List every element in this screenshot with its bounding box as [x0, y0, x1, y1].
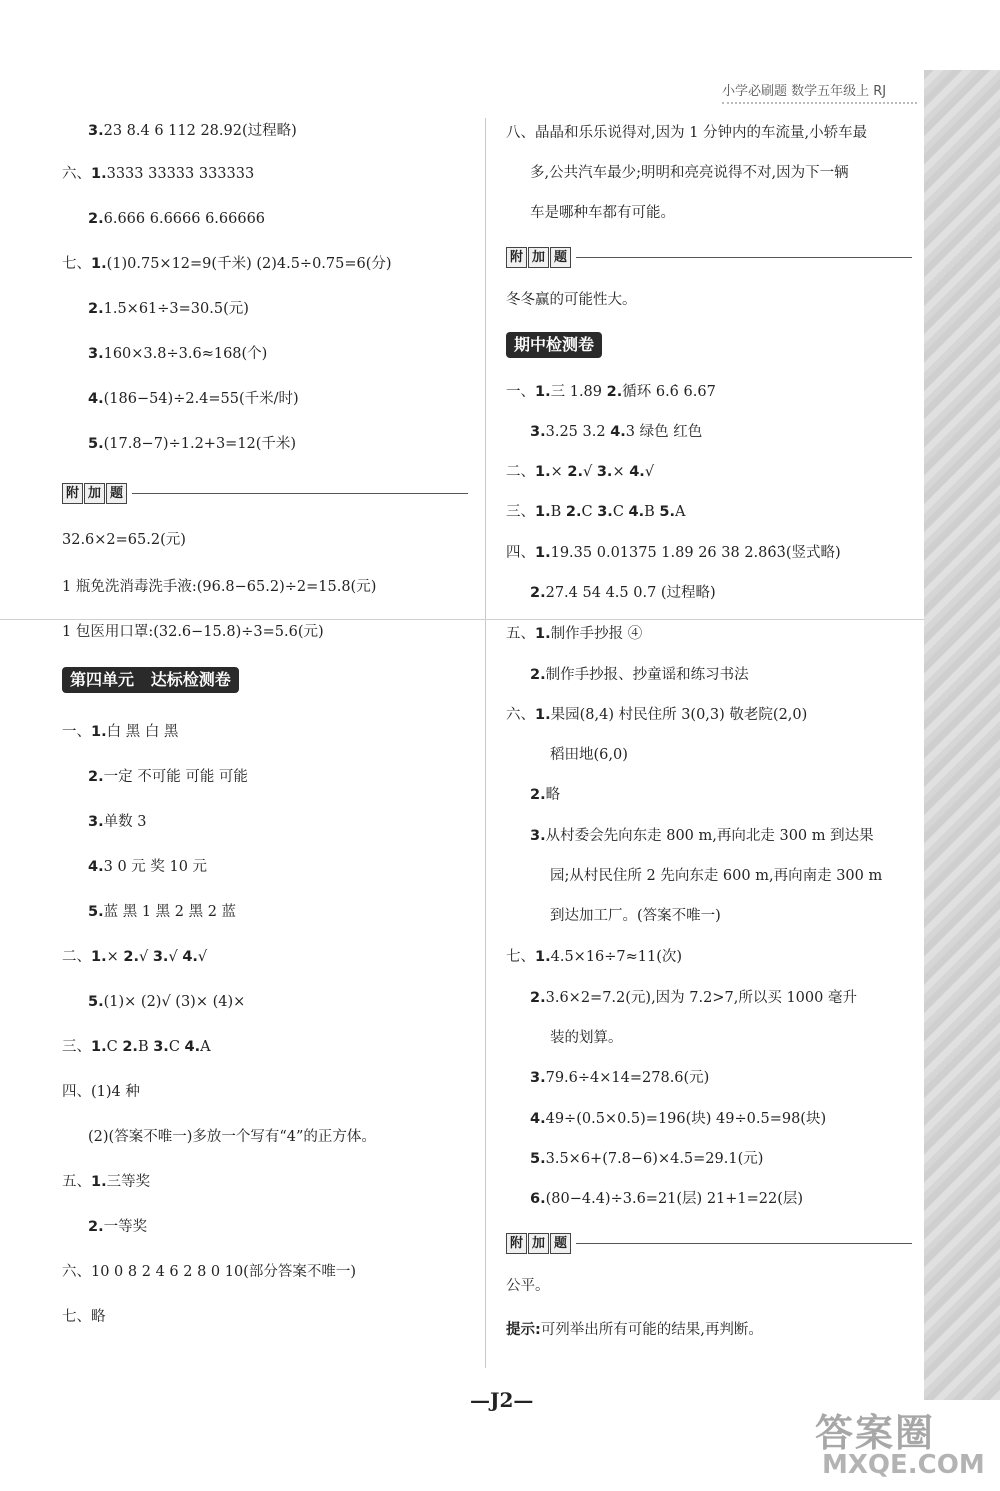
answer-line: 2.一定 不可能 可能 可能 [88, 769, 248, 785]
answer-line: 四、1.19.35 0.01375 1.89 26 38 2.86̇3̇(竖式略) [506, 545, 841, 561]
bonus-question-header: 附 加 题 [506, 246, 912, 268]
answer-line: 装的划算。 [550, 1030, 623, 1046]
answer-line: 二、1.× 2.√ 3.× 4.√ [506, 464, 655, 480]
bonus-question-header: 附 加 题 [62, 482, 468, 504]
answer-line: 公平。 [506, 1278, 550, 1294]
side-decoration-strip [924, 70, 1000, 1400]
section-title: 期中检测卷 [506, 332, 602, 358]
answer-line: 六、1.3333 33333 333333 [62, 166, 255, 182]
answer-line: 三、1.C 2.B 3.C 4.A [62, 1039, 211, 1055]
answer-line: 2.27.4 54 4.5 0.7 (过程略) [530, 585, 716, 601]
hint-line: 提示:可列举出所有可能的结果,再判断。 [506, 1322, 763, 1338]
column-divider [485, 118, 486, 1368]
answer-line: 一、1.白 黑 白 黑 [62, 724, 179, 740]
answer-line: 1 瓶免洗消毒洗手液:(96.8−65.2)÷2=15.8(元) [62, 579, 377, 595]
answer-line: 六、1.果园(8,4) 村民住所 3(0,3) 敬老院(2,0) [506, 707, 808, 723]
answer-line: 三、1.B 2.C 3.C 4.B 5.A [506, 504, 686, 520]
answer-line: 八、晶晶和乐乐说得对,因为 1 分钟内的车流量,小轿车最 [506, 125, 868, 141]
answer-line: 3.160×3.8÷3.6≈168(个) [88, 346, 268, 362]
answer-line: 3.79.6÷4×14=278.6(元) [530, 1070, 710, 1086]
answer-line: 园;从村民住所 2 先向东走 600 m,再向南走 300 m [550, 868, 883, 884]
answer-line: 七、1.(1)0.75×12=9(千米) (2)4.5÷0.75=6(分) [62, 256, 392, 272]
answer-line: 到达加工厂。(答案不唯一) [550, 908, 721, 924]
answer-line: 车是哪种车都有可能。 [530, 205, 675, 221]
answer-line: 一、1.三 1.89 2.循环 6.6̇ 6.67 [506, 384, 716, 400]
answer-line: 五、1.三等奖 [62, 1174, 151, 1190]
answer-line: 3.23 8.4 6 112 28.92(过程略) [88, 123, 297, 139]
answer-line: 3.3.25 3.2 4.3 绿色 红色 [530, 424, 703, 440]
page-header: 小学必刷题 数学五年级上 RJ [722, 84, 887, 99]
answer-line: 冬冬赢的可能性大。 [506, 292, 637, 308]
answer-line: 稻田地(6,0) [550, 747, 628, 763]
answer-line: 5.(1)× (2)√ (3)× (4)× [88, 994, 246, 1010]
header-divider [722, 102, 917, 104]
page-number: —J2— [470, 1388, 534, 1412]
answer-line: 4.49÷(0.5×0.5)=196(块) 49÷0.5=98(块) [530, 1111, 827, 1127]
watermark-logo: 答案圈 [815, 1411, 936, 1455]
answer-line: 2.1.5×61÷3=30.5(元) [88, 301, 249, 317]
answer-line: 2.3.6×2=7.2(元),因为 7.2>7,所以买 1000 毫升 [530, 990, 857, 1006]
answer-line: 二、1.× 2.√ 3.√ 4.√ [62, 949, 208, 965]
answer-line: 2.略 [530, 787, 561, 803]
answer-line: 5.3.5×6+(7.8−6)×4.5=29.1(元) [530, 1151, 764, 1167]
answer-line: 5.(17.8−7)÷1.2+3=12(千米) [88, 436, 297, 452]
answer-line: 4.3 0 元 奖 10 元 [88, 859, 208, 875]
answer-line: 32.6×2=65.2(元) [62, 532, 186, 548]
section-title: 第四单元 达标检测卷 [62, 667, 239, 693]
answer-line: (2)(答案不唯一)多放一个写有“4”的正方体。 [88, 1129, 376, 1145]
answer-line: 五、1.制作手抄报 ④ [506, 626, 643, 642]
answer-line: 1 包医用口罩:(32.6−15.8)÷3=5.6(元) [62, 624, 324, 640]
answer-line: 多,公共汽车最少;明明和亮亮说得不对,因为下一辆 [530, 165, 849, 181]
answer-line: 3.从村委会先向东走 800 m,再向北走 300 m 到达果 [530, 828, 874, 844]
answer-line: 四、(1)4 种 [62, 1084, 140, 1100]
fold-line [0, 619, 924, 620]
answer-line: 六、10 0 8 2 4 6 2 8 0 10(部分答案不唯一) [62, 1264, 356, 1280]
answer-line: 4.(186−54)÷2.4=55(千米/时) [88, 391, 299, 407]
answer-line: 2.制作手抄报、抄童谣和练习书法 [530, 667, 749, 683]
answer-line: 5.蓝 黑 1 黑 2 黑 2 蓝 [88, 904, 237, 920]
watermark-url: MXQE.COM [822, 1450, 985, 1480]
bonus-question-header: 附 加 题 [506, 1232, 912, 1254]
answer-line: 6.(80−4.4)÷3.6=21(层) 21+1=22(层) [530, 1191, 804, 1207]
answer-line: 七、略 [62, 1309, 106, 1325]
answer-line: 2.一等奖 [88, 1219, 148, 1235]
answer-line: 3.单数 3 [88, 814, 147, 830]
answer-line: 2.6.666 6.6666 6.66666 [88, 211, 266, 227]
answer-line: 七、1.4.5×16÷7≈11(次) [506, 949, 683, 965]
